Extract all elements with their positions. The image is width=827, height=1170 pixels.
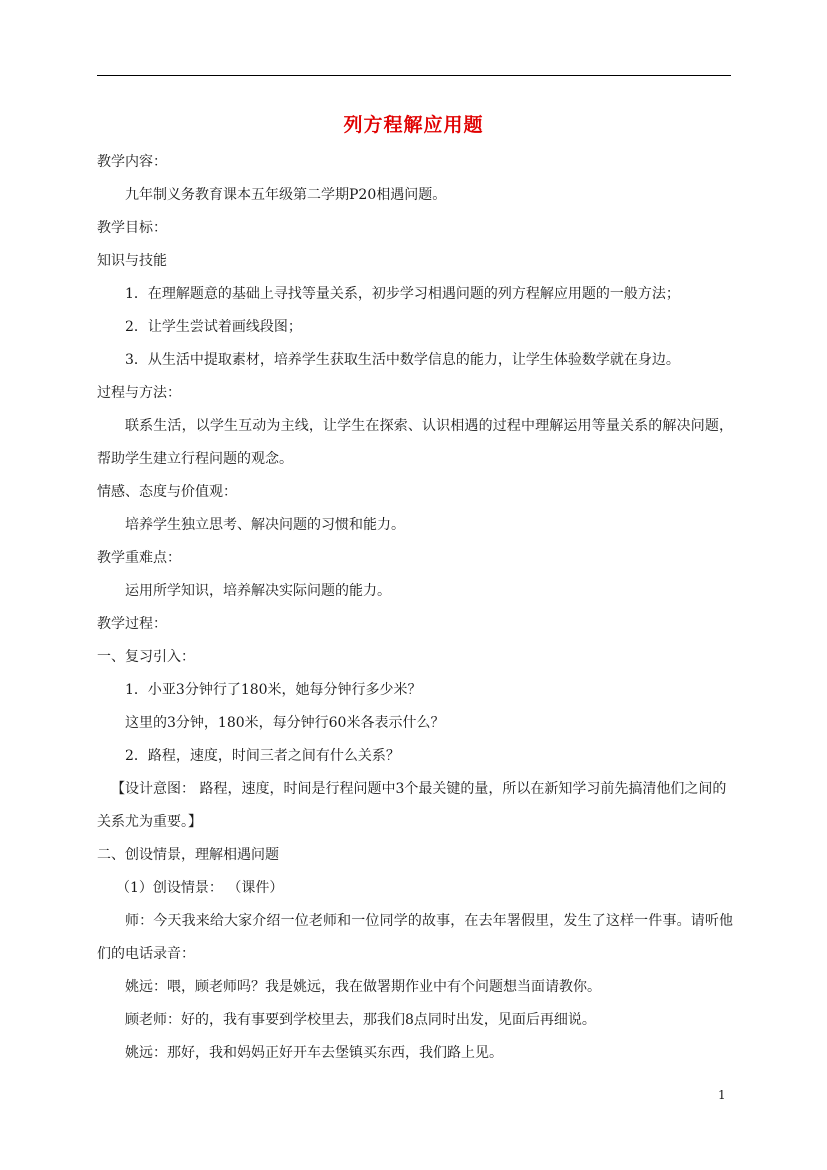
knowledge-heading: 知识与技能: [97, 253, 167, 269]
scenario-subheading: （1）创设情景： （课件）: [116, 880, 284, 896]
scenario-heading: 二、创设情景，理解相遇问题: [97, 847, 279, 863]
design-note: 【设计意图： 路程，速度，时间是行程问题中3个最关键的量，所以在新知学习前先搞清他们之间的关系尤为重要。】: [97, 781, 727, 830]
dialogue-line-1: 姚远：喂，顾老师吗？我是姚远，我在做署期作业中有个问题想当面请教你。: [125, 979, 601, 995]
difficulty-text: 运用所学知识，培养解决实际问题的能力。: [125, 583, 391, 599]
process-heading: 过程与方法：: [97, 385, 181, 401]
knowledge-item-3: 3．从生活中提取素材，培养学生获取生活中数学信息的能力，让学生体验数学就在身边。: [125, 352, 680, 368]
teacher-intro: 师：今天我来给大家介绍一位老师和一位同学的故事，在去年署假里，发生了这样一件事。请听他们的电话录音：: [97, 913, 733, 962]
header-rule: [97, 75, 731, 76]
dialogue-line-2: 顾老师：好的，我有事要到学校里去，那我们8点同时出发，见面后再细说。: [125, 1012, 596, 1028]
teaching-process-heading: 教学过程：: [97, 616, 167, 632]
difficulty-heading: 教学重难点：: [97, 550, 181, 566]
knowledge-item-2: 2．让学生尝试着画线段图；: [125, 319, 302, 335]
page-number: 1: [718, 1088, 726, 1102]
document-title: 列方程解应用题: [343, 114, 484, 136]
content-heading: 教学内容：: [97, 154, 167, 170]
process-text: 联系生活，以学生互动为主线，让学生在探索、认识相遇的过程中理解运用等量关系的解决问题，帮助学生建立行程问题的观念。: [97, 418, 733, 467]
emotion-text: 培养学生独立思考、解决问题的习惯和能力。: [125, 517, 405, 533]
review-question-1-sub: 这里的3分钟，180米，每分钟行60米各表示什么？: [125, 715, 445, 731]
review-question-1: 1．小亚3分钟行了180米，她每分钟行多少米？: [125, 682, 422, 698]
emotion-heading: 情感、态度与价值观：: [97, 484, 237, 500]
review-question-2: 2．路程，速度，时间三者之间有什么关系？: [125, 748, 400, 764]
content-text: 九年制义务教育课本五年级第二学期P20相遇问题。: [125, 187, 447, 203]
knowledge-item-1: 1．在理解题意的基础上寻找等量关系，初步学习相遇问题的列方程解应用题的一般方法；: [125, 286, 680, 302]
goals-heading: 教学目标：: [97, 220, 167, 236]
dialogue-line-3: 姚远：那好，我和妈妈正好开车去堡镇买东西，我们路上见。: [125, 1045, 503, 1061]
review-heading: 一、复习引入：: [97, 649, 195, 665]
document-body: [97, 146, 737, 1070]
